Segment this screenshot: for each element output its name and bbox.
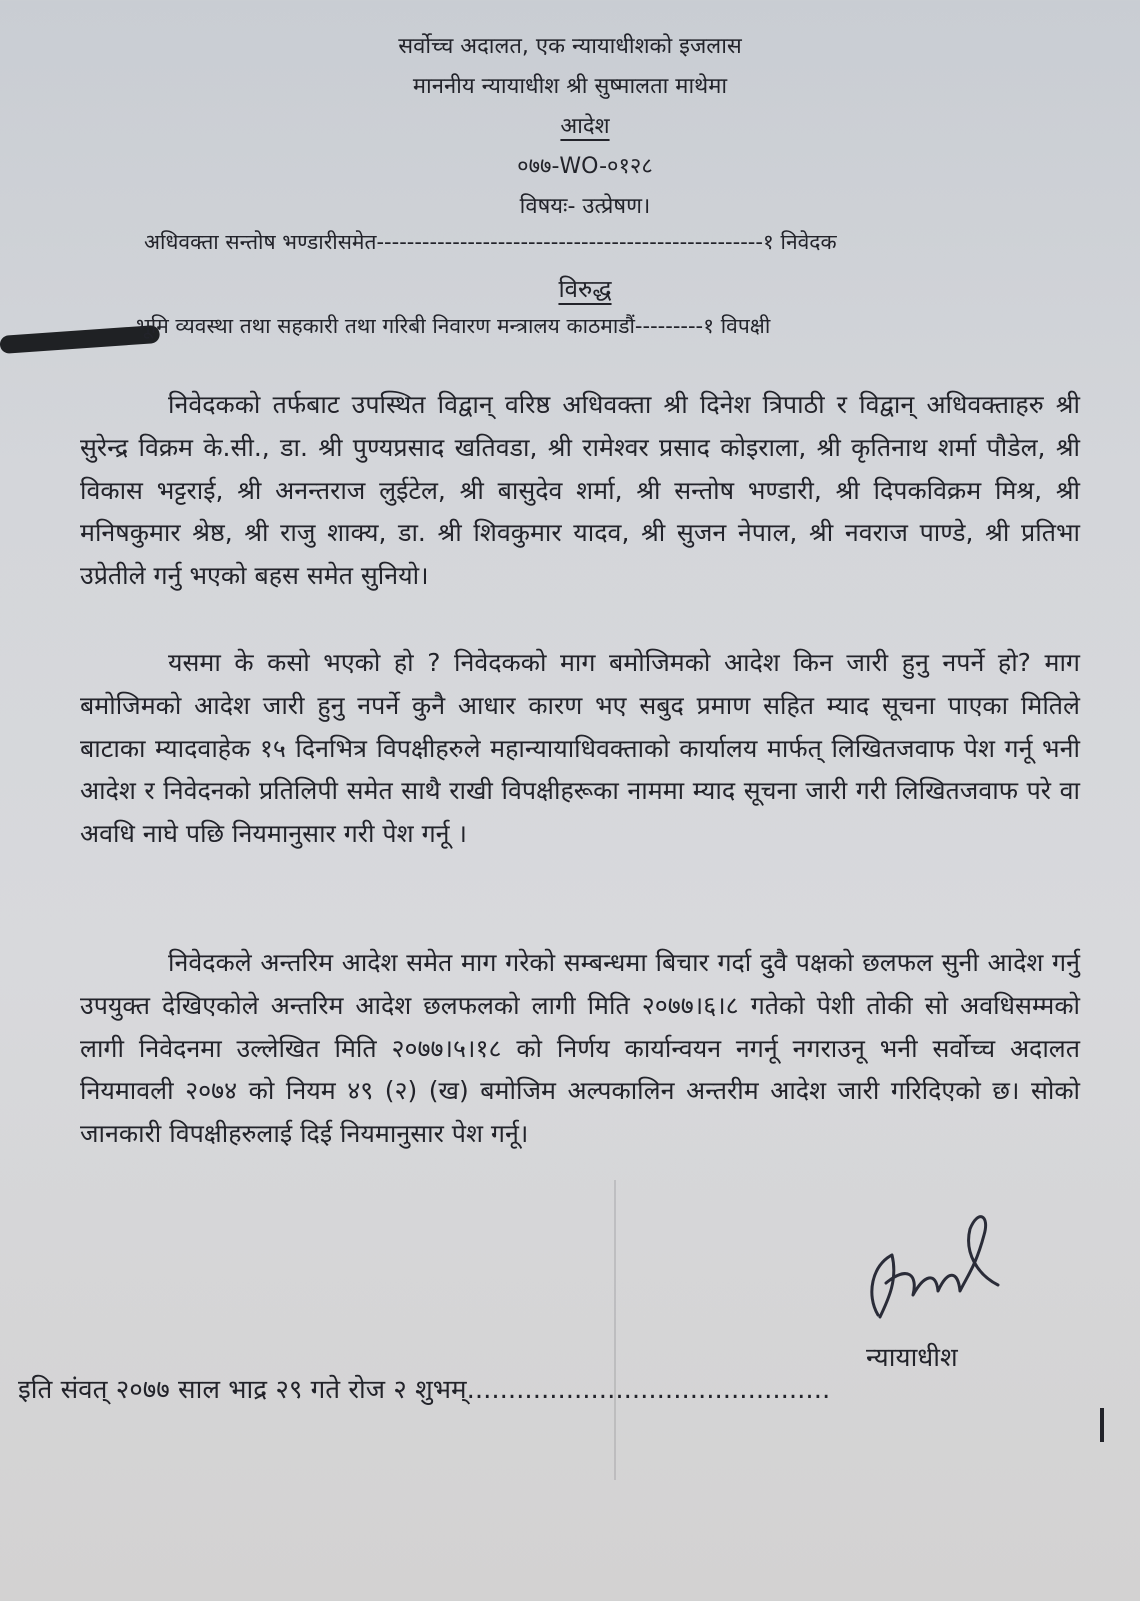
respondent-line: भूमि व्यवस्था तथा सहकारी तथा गरिबी निवारण मन्त्रालय काठमाडौं---------१ विपक्षी: [136, 314, 771, 338]
paragraph-2: यसमा के कसो भएको हो ? निवेदकको माग बमोजिमको आदेश किन जारी हुनु नपर्ने हो? माग बमोजिमको आदेश जारी हुनु नपर्ने कुनै आधार कारण भए सबुद प्रमाण सहित म्याद सूचना पाएका मितिले बाटाका म्यादवाहेक १५ दिनभित्र विपक्षीहरुले महान्यायाधिवक्ताको कार्यालय मार्फत् लिखितजवाफ पेश गर्नू भनी आदेश र निवेदनको प्रतिलिपी समेत साथै राखी विपक्षीहरूका नाममा म्याद सूचना जारी गरी लिखितजवाफ परे वा अवधि नाघे पछि नियमानुसार गरी पेश गर्नू ।: [80, 648, 1080, 849]
paragraph-1: निवेदकको तर्फबाट उपस्थित विद्वान् वरिष्ठ अधिवक्ता श्री दिनेश त्रिपाठी र विद्वान् अधिवक्ताहरु श्री सुरेन्द्र विक्रम के.सी., डा. श्री पुण्यप्रसाद खतिवडा, श्री रामेश्वर प्रसाद कोइराला, श्री कृतिनाथ शर्मा पौडेल, श्री विकास भट्टराई, श्री अनन्तराज लुईटेल, श्री बासुदेव शर्मा, श्री सन्तोष भण्डारी, श्री दिपकविक्रम मिश्र, श्री मनिषकुमार श्रेष्ठ, श्री राजु शाक्य, डा. श्री शिवकुमार यादव, श्री सुजन नेपाल, श्री नवराज पाण्डे, श्री प्रतिभा उप्रेतीले गर्नु भएको बहस समेत सुनियो।: [80, 390, 1080, 591]
subject-line: विषयः- उत्प्रेषण।: [519, 194, 651, 219]
case-number: ०७७-WO-०१२८: [517, 154, 653, 179]
court-name: सर्वोच्च अदालत, एक न्यायाधीशको इजलास: [398, 34, 742, 59]
closing-bar: [1100, 1408, 1104, 1442]
closing-date-line: इति संवत् २०७७ साल भाद्र २९ गते रोज २ शुभम्............................................: [18, 1375, 831, 1405]
judge-title: न्यायाधीश: [866, 1343, 958, 1373]
versus-label: विरुद्ध: [558, 275, 612, 303]
petitioner-line: अधिवक्ता सन्तोष भण्डारीसमेत---------------------------------------------------१ निवेदक: [144, 230, 837, 254]
document-type: आदेश: [560, 114, 610, 139]
paper-fold: [614, 1180, 616, 1480]
paragraph-3: निवेदकले अन्तरिम आदेश समेत माग गरेको सम्बन्धमा बिचार गर्दा दुवै पक्षको छलफल सुनी आदेश गर्नु उपयुक्त देखिएकोले अन्तरिम आदेश छलफलको लागी मिति २०७७।६।८ गतेको पेशी तोकी सो अवधिसम्मको लागी निवेदनमा उल्लेखित मिति २०७७।५।१८ को निर्णय कार्यान्वयन नगर्नू नगराउनू भनी सर्वोच्च अदालत नियमावली २०७४ को नियम ४९ (२) (ख) बमोजिम अल्पकालिन अन्तरीम आदेश जारी गरिदिएको छ। सोको जानकारी विपक्षीहरुलाई दिई नियमानुसार पेश गर्नू।: [80, 948, 1080, 1149]
judge-signature: [858, 1205, 1008, 1335]
judge-name: माननीय न्यायाधीश श्री सुष्मालता माथेमा: [412, 74, 728, 99]
